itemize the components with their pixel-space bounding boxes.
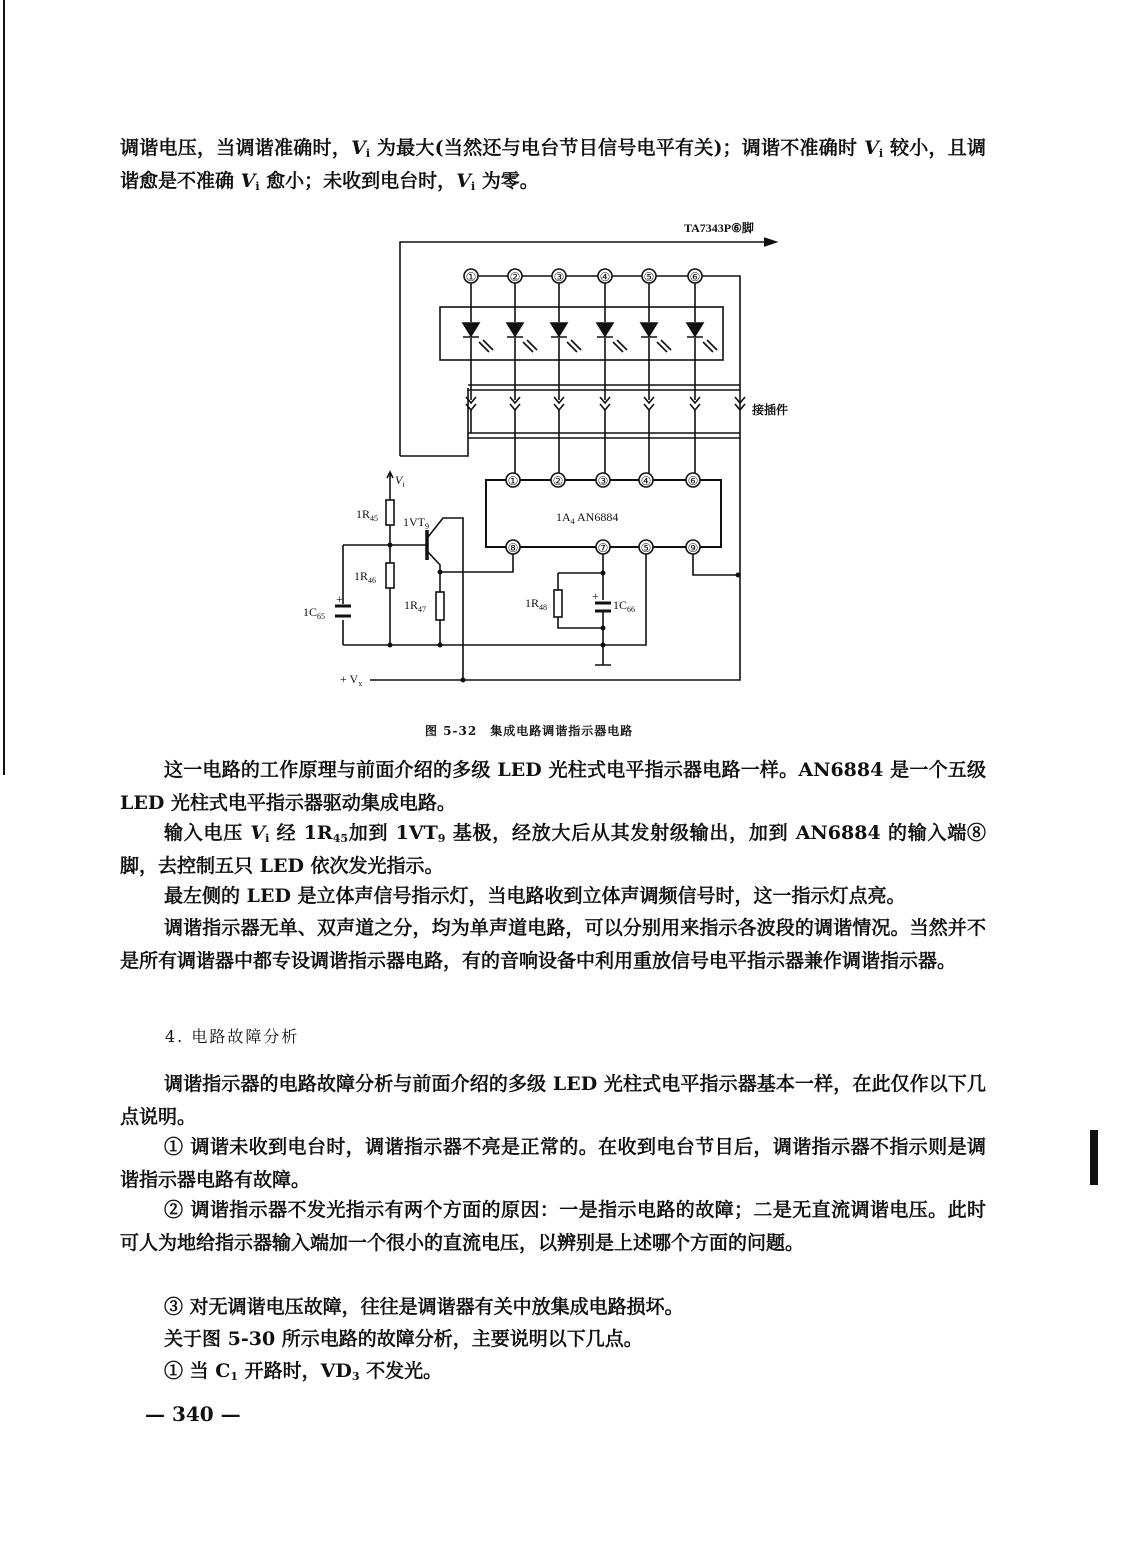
led-pin-label: ① — [465, 270, 477, 284]
subscript: 9 — [437, 832, 446, 845]
led-icon — [597, 323, 627, 352]
text-run: 调谐电压，当调谐准确时， — [120, 137, 352, 159]
paragraph — [120, 1323, 986, 1356]
subscript: i — [878, 147, 884, 160]
led-pin-label: ⑥ — [689, 270, 701, 284]
text-run: 经 1R — [269, 822, 333, 844]
section-heading: 4. 电路故障分析 — [165, 1027, 300, 1046]
label-1r48: $1R_{48}$ — [525, 596, 548, 612]
led-icon — [463, 323, 493, 352]
paragraph — [120, 754, 986, 820]
ic-pin-label: ⑤ — [640, 541, 652, 555]
text-run: ① 当 C — [164, 1360, 231, 1382]
paragraph — [120, 1291, 986, 1324]
text-run: 这一电路的工作原理与前面介绍的多级 LED 光柱式电平指示器电路一样。AN6884 是一个五级 LED 光柱式电平指示器驱动集成电路。 — [120, 759, 986, 814]
capacitor-1c66 — [595, 603, 611, 611]
connector-bus — [468, 385, 740, 438]
subscript: i — [365, 147, 371, 160]
text-run: 调谐指示器的电路故障分析与前面介绍的多级 LED 光柱式电平指示器基本一样，在此仅作以下几点说明。 — [120, 1073, 986, 1128]
junction-dots — [388, 543, 741, 683]
text-run: ③ 对无调谐电压故障，往往是调谐器有关中放集成电路损坏。 — [164, 1296, 684, 1318]
paragraph — [120, 1068, 986, 1134]
paragraph — [120, 1194, 986, 1260]
variable: V — [864, 137, 879, 159]
label-1r47: $1R_{47}$ — [404, 598, 427, 614]
label-vx: + $V_x$ — [340, 672, 363, 688]
paragraph — [120, 880, 986, 913]
text-run: 调谐指示器无单、双声道之分，均为单声道电路，可以分别用来指示各波段的调谐情况。当然并不是所有调谐器中都专设调谐指示器电路，有的音响设备中利用重放信号电平指示器兼作调谐指示器。 — [120, 917, 986, 972]
ic-pin-label: ② — [552, 474, 564, 488]
ic-pin-label: ⑨ — [687, 541, 699, 555]
text-run: 开路时，VD — [238, 1360, 352, 1382]
text-run: 加到 1VT — [348, 822, 438, 844]
subscript: 1 — [230, 1370, 239, 1383]
resistor-1r45 — [386, 500, 394, 525]
led-pin-label: ② — [509, 270, 521, 284]
label-ic: $1A_4$ AN6884 — [556, 510, 619, 526]
label-vi: $V_i$ — [395, 473, 405, 489]
subscript: i — [255, 180, 260, 193]
label-connector: 接插件 — [752, 403, 789, 417]
capacitor-1c65 — [335, 606, 351, 616]
resistor-1r47 — [436, 592, 444, 620]
variable: V — [456, 170, 471, 192]
ic-pin-label: ⑧ — [507, 541, 519, 555]
paragraph — [120, 817, 986, 883]
paragraph — [120, 1131, 986, 1197]
subscript: i — [265, 832, 270, 845]
arrow-icon — [764, 238, 776, 246]
text-run: 愈小；未收到电台时， — [259, 170, 457, 192]
subscript: 45 — [332, 832, 349, 845]
led-icon — [687, 323, 717, 352]
variable: V — [240, 170, 256, 192]
text-run: 为最大(当然还与电台节目信号电平有关)；调谐不准确时 — [370, 137, 865, 159]
circuit-diagram — [0, 0, 1122, 760]
wire-vi — [343, 473, 646, 645]
ic-pin-label: ① — [507, 474, 519, 488]
label-1c65: $1C_{65}$ — [303, 605, 326, 621]
ic-pin-label: ⑦ — [597, 541, 609, 555]
label-ta7343p: TA7343P⑥脚 — [684, 221, 754, 235]
label-1c66: $1C_{66}$ — [613, 598, 636, 614]
led-icon — [551, 323, 581, 352]
led-icon — [641, 323, 671, 352]
subscript: 3 — [351, 1370, 360, 1383]
text-run: 为零。 — [475, 170, 539, 192]
text-run: 基极，经放大后从其发射级输出，加到 AN6884 的输入端⑧脚，去控制五只 LED 依次发光指示。 — [120, 822, 986, 877]
text-run: ② 调谐指示器不发光指示有两个方面的原因：一是指示电路的故障；二是无直流调谐电压。此时可人为地给指示器输入端加一个很小的直流电压，以辨别是上述哪个方面的问题。 — [120, 1199, 986, 1254]
led-icon — [507, 323, 537, 352]
label-1r45: $1R_{45}$ — [356, 507, 379, 523]
led-pin-label: ③ — [553, 270, 565, 284]
plus-sign: + — [336, 592, 343, 606]
label-1vt9: $1VT_9$ — [403, 515, 429, 531]
scan-edge-mark — [1090, 1130, 1098, 1185]
text-run: ① 调谐未收到电台时，调谐指示器不亮是正常的。在收到电台节目后，调谐指示器不指示则是调谐指示器电路有故障。 — [120, 1136, 986, 1191]
text-run: 输入电压 — [164, 822, 251, 844]
label-1r46: $1R_{46}$ — [354, 569, 377, 585]
text-run: 不发光。 — [359, 1360, 443, 1382]
ic-pin-label: ③ — [597, 474, 609, 488]
variable: V — [351, 137, 366, 159]
wire-left-loop — [400, 388, 468, 456]
variable: V — [250, 822, 266, 844]
plus-sign: + — [592, 589, 599, 603]
ic-pin-label: ④ — [640, 474, 652, 488]
subscript: i — [470, 180, 476, 193]
text-run: 最左侧的 LED 是立体声信号指示灯，当电路收到立体声调频信号时，这一指示灯点亮。 — [164, 885, 906, 907]
transistor-leads — [428, 518, 513, 680]
paragraph — [120, 912, 986, 978]
ic-pin-label: ⑥ — [687, 474, 699, 488]
led-pin-label: ④ — [599, 270, 611, 284]
resistor-1r48 — [554, 590, 562, 617]
led-pin-label: ⑤ — [643, 270, 655, 284]
resistor-1r46 — [386, 563, 394, 588]
paragraph — [120, 1355, 986, 1388]
text-run: 较小，且调谐愈是不准确 — [120, 137, 986, 192]
wire-led-pin-row — [478, 276, 740, 575]
text-run: 关于图 5-30 所示电路的故障分析，主要说明以下几点。 — [164, 1328, 643, 1350]
figure-caption: 图 5-32 集成电路调谐指示器电路 — [425, 724, 634, 738]
led-bar-box — [440, 307, 723, 360]
page-number: — 340 — — [145, 1402, 241, 1426]
